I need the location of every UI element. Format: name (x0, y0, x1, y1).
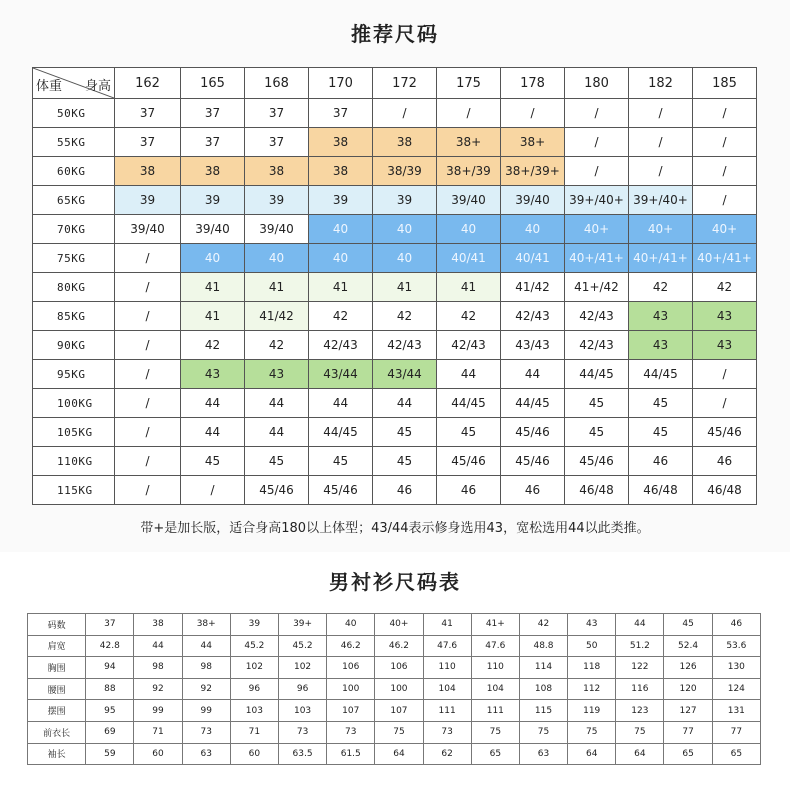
size-cell: 38/39 (373, 157, 437, 186)
shirt-measure-value-cell: 114 (519, 657, 567, 679)
size-cell: 41+/42 (565, 273, 629, 302)
shirt-measure-value-cell: 69 (86, 721, 134, 743)
size-cell: 43 (181, 360, 245, 389)
size-cell: 46/48 (565, 476, 629, 505)
size-cell: 39/40 (501, 186, 565, 215)
size-cell: / (115, 331, 181, 360)
size-cell: 45 (437, 418, 501, 447)
shirt-measure-label-cell: 前衣长 (28, 721, 86, 743)
size-cell: / (565, 157, 629, 186)
size-table-row (33, 331, 757, 360)
size-cell: 40+/41+ (565, 244, 629, 273)
size-cell: 40 (181, 244, 245, 273)
size-cell: 42/43 (373, 331, 437, 360)
size-cell: 43 (629, 331, 693, 360)
height-header-cell: 162 (115, 68, 181, 99)
shirt-measure-value-cell: 111 (423, 700, 471, 722)
size-cell: 38 (181, 157, 245, 186)
weight-axis-label: 体重 (36, 79, 63, 94)
size-cell: 41 (309, 273, 373, 302)
size-cell: / (115, 360, 181, 389)
shirt-measure-value-cell: 88 (86, 678, 134, 700)
shirt-measure-value-cell: 48.8 (519, 635, 567, 657)
size-cell: / (629, 99, 693, 128)
shirt-header-label-cell: 码数 (28, 614, 86, 636)
size-cell: 40 (373, 215, 437, 244)
size-cell: 41 (245, 273, 309, 302)
shirt-measure-value-cell: 104 (471, 678, 519, 700)
size-cell: 46 (693, 447, 757, 476)
size-note: 带+是加长版，适合身高180以上体型；43/44表示修身选用43，宽松选用44以此类推。 (140, 521, 650, 536)
shirt-size-header-cell: 39 (230, 614, 278, 636)
shirt-measure-value-cell: 65 (712, 743, 760, 765)
shirt-measure-value-cell: 44 (134, 635, 182, 657)
size-cell: 40 (373, 244, 437, 273)
size-cell: / (693, 99, 757, 128)
size-cell: 38 (309, 157, 373, 186)
shirt-measure-value-cell: 108 (519, 678, 567, 700)
height-header-cell: 182 (629, 68, 693, 99)
shirt-measure-value-cell: 71 (230, 721, 278, 743)
size-cell: 39/40 (437, 186, 501, 215)
shirt-measure-value-cell: 45.2 (230, 635, 278, 657)
size-cell: / (629, 157, 693, 186)
size-cell: 43 (629, 302, 693, 331)
shirt-size-header-cell: 45 (664, 614, 712, 636)
shirt-measure-value-cell: 118 (568, 657, 616, 679)
size-table-row (33, 186, 757, 215)
recommended-size-table (32, 67, 757, 505)
shirt-measure-value-cell: 112 (568, 678, 616, 700)
weight-label-cell: 95KG (33, 360, 115, 389)
size-cell: / (115, 244, 181, 273)
shirt-measure-value-cell: 102 (230, 657, 278, 679)
shirt-table-row (28, 721, 761, 743)
size-cell: / (501, 99, 565, 128)
shirt-measure-value-cell: 73 (423, 721, 471, 743)
shirt-measure-value-cell: 106 (327, 657, 375, 679)
size-cell: / (373, 99, 437, 128)
shirt-measure-value-cell: 99 (182, 700, 230, 722)
size-cell: 46/48 (629, 476, 693, 505)
size-cell: 42 (693, 273, 757, 302)
size-cell: / (115, 447, 181, 476)
size-cell: 39 (181, 186, 245, 215)
size-cell: 39/40 (245, 215, 309, 244)
size-cell: 40/41 (501, 244, 565, 273)
shirt-measure-value-cell: 63 (519, 743, 567, 765)
size-cell: 44/45 (309, 418, 373, 447)
shirt-measure-value-cell: 73 (327, 721, 375, 743)
size-cell: 40+ (565, 215, 629, 244)
weight-label-cell: 75KG (33, 244, 115, 273)
size-cell: 38+ (501, 128, 565, 157)
size-cell: 46 (501, 476, 565, 505)
size-cell: 37 (309, 99, 373, 128)
shirt-size-header-cell: 41+ (471, 614, 519, 636)
size-cell: 43 (245, 360, 309, 389)
size-cell: / (693, 389, 757, 418)
shirt-table-row (28, 635, 761, 657)
weight-label-cell: 90KG (33, 331, 115, 360)
size-cell: / (693, 186, 757, 215)
size-cell: / (115, 418, 181, 447)
height-header-cell: 178 (501, 68, 565, 99)
size-cell: 39 (115, 186, 181, 215)
shirt-measure-value-cell: 98 (134, 657, 182, 679)
size-cell: 44 (245, 418, 309, 447)
shirt-measure-value-cell: 65 (664, 743, 712, 765)
shirt-measure-value-cell: 50 (568, 635, 616, 657)
shirt-measure-value-cell: 63.5 (278, 743, 326, 765)
size-table-row (33, 273, 757, 302)
size-cell: / (693, 360, 757, 389)
size-cell: 38 (245, 157, 309, 186)
height-header-cell: 168 (245, 68, 309, 99)
size-table-row (33, 476, 757, 505)
weight-label-cell: 65KG (33, 186, 115, 215)
shirt-size-table (27, 613, 761, 765)
size-cell: 42 (629, 273, 693, 302)
shirt-size-header-cell: 40+ (375, 614, 423, 636)
shirt-measure-value-cell: 96 (278, 678, 326, 700)
size-cell: 41/42 (501, 273, 565, 302)
shirt-size-header-cell: 39+ (278, 614, 326, 636)
size-cell: / (693, 157, 757, 186)
shirt-measure-value-cell: 119 (568, 700, 616, 722)
height-axis-label: 身高 (84, 79, 111, 94)
shirt-measure-value-cell: 127 (664, 700, 712, 722)
size-cell: 44 (245, 389, 309, 418)
shirt-measure-value-cell: 122 (616, 657, 664, 679)
weight-label-cell: 55KG (33, 128, 115, 157)
shirt-measure-value-cell: 52.4 (664, 635, 712, 657)
shirt-table-row (28, 700, 761, 722)
shirt-measure-value-cell: 46.2 (375, 635, 423, 657)
size-table-row (33, 360, 757, 389)
shirt-measure-value-cell: 62 (423, 743, 471, 765)
size-cell: 39/40 (115, 215, 181, 244)
shirt-size-header-cell: 41 (423, 614, 471, 636)
size-table-row (33, 128, 757, 157)
size-table-row (33, 418, 757, 447)
shirt-measure-value-cell: 126 (664, 657, 712, 679)
size-cell: 45/46 (501, 418, 565, 447)
size-cell: 45/46 (565, 447, 629, 476)
size-cell: / (565, 99, 629, 128)
shirt-measure-value-cell: 75 (568, 721, 616, 743)
size-cell: 45/46 (501, 447, 565, 476)
shirt-table-row (28, 657, 761, 679)
size-cell: 38 (115, 157, 181, 186)
size-table-row (33, 302, 757, 331)
shirt-measure-value-cell: 65 (471, 743, 519, 765)
size-cell: 37 (115, 99, 181, 128)
size-cell: 42 (437, 302, 501, 331)
size-cell: 44 (181, 418, 245, 447)
shirt-measure-value-cell: 75 (471, 721, 519, 743)
shirt-measure-value-cell: 95 (86, 700, 134, 722)
shirt-measure-value-cell: 103 (278, 700, 326, 722)
shirt-measure-value-cell: 60 (230, 743, 278, 765)
shirt-measure-value-cell: 107 (375, 700, 423, 722)
size-table-header-row (33, 68, 757, 99)
size-cell: 44 (437, 360, 501, 389)
size-cell: 40 (501, 215, 565, 244)
size-cell: 41 (373, 273, 437, 302)
weight-label-cell: 105KG (33, 418, 115, 447)
size-table-row (33, 157, 757, 186)
size-cell: 38+/39+ (501, 157, 565, 186)
shirt-measure-value-cell: 103 (230, 700, 278, 722)
size-cell: / (565, 128, 629, 157)
size-cell: 43 (693, 302, 757, 331)
size-cell: 41/42 (245, 302, 309, 331)
size-cell: / (115, 476, 181, 505)
shirt-size-header-cell: 44 (616, 614, 664, 636)
size-cell: 38+ (437, 128, 501, 157)
size-cell: 41 (437, 273, 501, 302)
size-cell: 37 (181, 128, 245, 157)
size-cell: 41 (181, 302, 245, 331)
shirt-measure-value-cell: 77 (712, 721, 760, 743)
size-cell: 46/48 (693, 476, 757, 505)
size-cell: / (115, 273, 181, 302)
shirt-measure-value-cell: 45.2 (278, 635, 326, 657)
shirt-measure-value-cell: 116 (616, 678, 664, 700)
size-cell: 42/43 (565, 331, 629, 360)
size-cell: 39 (373, 186, 437, 215)
weight-label-cell: 50KG (33, 99, 115, 128)
size-cell: 44 (181, 389, 245, 418)
size-cell: 44/45 (501, 389, 565, 418)
shirt-measure-value-cell: 120 (664, 678, 712, 700)
size-cell: 44 (501, 360, 565, 389)
shirt-measure-value-cell: 92 (134, 678, 182, 700)
shirt-measure-value-cell: 64 (375, 743, 423, 765)
size-cell: 45/46 (693, 418, 757, 447)
shirt-table-row (28, 743, 761, 765)
size-cell: / (437, 99, 501, 128)
size-cell: 40/41 (437, 244, 501, 273)
shirt-measure-value-cell: 104 (423, 678, 471, 700)
size-cell: 39+/40+ (629, 186, 693, 215)
size-cell: / (693, 128, 757, 157)
page-title: 推荐尺码 (351, 22, 439, 46)
size-cell: 40+/41+ (693, 244, 757, 273)
size-cell: 44/45 (629, 360, 693, 389)
size-cell: 44/45 (565, 360, 629, 389)
weight-label-cell: 85KG (33, 302, 115, 331)
size-cell: 39 (309, 186, 373, 215)
shirt-measure-value-cell: 130 (712, 657, 760, 679)
shirt-measure-value-cell: 73 (278, 721, 326, 743)
shirt-measure-value-cell: 123 (616, 700, 664, 722)
size-cell: 41 (181, 273, 245, 302)
shirt-measure-value-cell: 75 (616, 721, 664, 743)
size-cell: 44 (309, 389, 373, 418)
size-cell: 42 (245, 331, 309, 360)
size-cell: 38 (373, 128, 437, 157)
size-cell: 37 (245, 128, 309, 157)
shirt-size-header-cell: 38 (134, 614, 182, 636)
shirt-measure-label-cell: 肩宽 (28, 635, 86, 657)
shirt-measure-label-cell: 摆围 (28, 700, 86, 722)
shirt-measure-value-cell: 110 (471, 657, 519, 679)
shirt-measure-value-cell: 60 (134, 743, 182, 765)
shirt-measure-value-cell: 96 (230, 678, 278, 700)
size-cell: 42/43 (309, 331, 373, 360)
size-cell: 46 (629, 447, 693, 476)
size-table-row (33, 215, 757, 244)
shirt-measure-value-cell: 59 (86, 743, 134, 765)
shirt-size-header-cell: 37 (86, 614, 134, 636)
weight-label-cell: 70KG (33, 215, 115, 244)
size-cell: 45 (181, 447, 245, 476)
shirt-measure-value-cell: 46.2 (327, 635, 375, 657)
size-cell: / (115, 389, 181, 418)
shirt-size-header-cell: 38+ (182, 614, 230, 636)
size-cell: 40 (437, 215, 501, 244)
size-cell: 37 (181, 99, 245, 128)
shirt-measure-value-cell: 99 (134, 700, 182, 722)
shirt-table-row (28, 678, 761, 700)
size-cell: 46 (437, 476, 501, 505)
size-cell: 40+/41+ (629, 244, 693, 273)
size-cell: 45 (565, 418, 629, 447)
size-cell: 40+ (693, 215, 757, 244)
size-cell: 37 (245, 99, 309, 128)
height-header-cell: 172 (373, 68, 437, 99)
weight-label-cell: 80KG (33, 273, 115, 302)
shirt-measure-label-cell: 胸围 (28, 657, 86, 679)
shirt-measure-value-cell: 98 (182, 657, 230, 679)
shirt-measure-value-cell: 100 (327, 678, 375, 700)
shirt-measure-value-cell: 47.6 (423, 635, 471, 657)
weight-label-cell: 110KG (33, 447, 115, 476)
shirt-measure-value-cell: 64 (616, 743, 664, 765)
size-table-row (33, 447, 757, 476)
size-cell: 46 (373, 476, 437, 505)
height-header-cell: 170 (309, 68, 373, 99)
size-cell: 43/44 (373, 360, 437, 389)
size-cell: 37 (115, 128, 181, 157)
size-cell: 42/43 (501, 302, 565, 331)
size-cell: 45 (309, 447, 373, 476)
size-cell: 45 (373, 447, 437, 476)
size-cell: 40+ (629, 215, 693, 244)
size-table-row (33, 244, 757, 273)
size-cell: 43/44 (309, 360, 373, 389)
size-cell: 44 (373, 389, 437, 418)
shirt-measure-value-cell: 75 (375, 721, 423, 743)
size-cell: 45 (629, 389, 693, 418)
size-cell: 42/43 (437, 331, 501, 360)
shirt-measure-value-cell: 77 (664, 721, 712, 743)
shirt-measure-value-cell: 61.5 (327, 743, 375, 765)
shirt-measure-value-cell: 115 (519, 700, 567, 722)
size-cell: 45 (565, 389, 629, 418)
size-cell: 38+/39 (437, 157, 501, 186)
size-cell: 44/45 (437, 389, 501, 418)
weight-label-cell: 115KG (33, 476, 115, 505)
shirt-measure-label-cell: 袖长 (28, 743, 86, 765)
size-cell: 42/43 (565, 302, 629, 331)
shirt-measure-value-cell: 107 (327, 700, 375, 722)
size-cell: 45/46 (437, 447, 501, 476)
weight-label-cell: 60KG (33, 157, 115, 186)
shirt-measure-value-cell: 63 (182, 743, 230, 765)
size-cell: / (629, 128, 693, 157)
shirt-size-header-cell: 42 (519, 614, 567, 636)
height-header-cell: 185 (693, 68, 757, 99)
shirt-measure-label-cell: 腰围 (28, 678, 86, 700)
shirt-measure-value-cell: 92 (182, 678, 230, 700)
size-cell: 39+/40+ (565, 186, 629, 215)
shirt-measure-value-cell: 73 (182, 721, 230, 743)
shirt-measure-value-cell: 94 (86, 657, 134, 679)
size-cell: 43/43 (501, 331, 565, 360)
shirt-measure-value-cell: 110 (423, 657, 471, 679)
shirt-measure-value-cell: 106 (375, 657, 423, 679)
shirt-measure-value-cell: 75 (519, 721, 567, 743)
shirt-table-header-row (28, 614, 761, 636)
size-cell: 45 (245, 447, 309, 476)
size-cell: 40 (309, 244, 373, 273)
shirt-measure-value-cell: 47.6 (471, 635, 519, 657)
weight-label-cell: 100KG (33, 389, 115, 418)
shirt-measure-value-cell: 100 (375, 678, 423, 700)
size-cell: 43 (693, 331, 757, 360)
size-cell: / (181, 476, 245, 505)
shirt-measure-value-cell: 64 (568, 743, 616, 765)
size-cell: / (115, 302, 181, 331)
weight-height-corner-cell (33, 68, 115, 99)
size-cell: 42 (309, 302, 373, 331)
size-cell: 39/40 (181, 215, 245, 244)
shirt-size-header-cell: 40 (327, 614, 375, 636)
shirt-measure-value-cell: 124 (712, 678, 760, 700)
shirt-measure-value-cell: 53.6 (712, 635, 760, 657)
size-table-row (33, 389, 757, 418)
size-cell: 45/46 (309, 476, 373, 505)
shirt-measure-value-cell: 131 (712, 700, 760, 722)
shirt-measure-value-cell: 71 (134, 721, 182, 743)
shirt-size-header-cell: 43 (568, 614, 616, 636)
size-cell: 42 (181, 331, 245, 360)
shirt-measure-value-cell: 42.8 (86, 635, 134, 657)
height-header-cell: 175 (437, 68, 501, 99)
shirt-measure-value-cell: 111 (471, 700, 519, 722)
size-cell: 45/46 (245, 476, 309, 505)
height-header-cell: 165 (181, 68, 245, 99)
shirt-measure-value-cell: 102 (278, 657, 326, 679)
size-cell: 45 (629, 418, 693, 447)
size-table-row (33, 99, 757, 128)
shirt-measure-value-cell: 44 (182, 635, 230, 657)
shirt-table-title: 男衬衫尺码表 (329, 570, 461, 594)
shirt-measure-value-cell: 51.2 (616, 635, 664, 657)
shirt-size-header-cell: 46 (712, 614, 760, 636)
size-cell: 40 (309, 215, 373, 244)
size-cell: 40 (245, 244, 309, 273)
size-cell: 45 (373, 418, 437, 447)
height-header-cell: 180 (565, 68, 629, 99)
size-cell: 38 (309, 128, 373, 157)
size-cell: 39 (245, 186, 309, 215)
size-cell: 42 (373, 302, 437, 331)
